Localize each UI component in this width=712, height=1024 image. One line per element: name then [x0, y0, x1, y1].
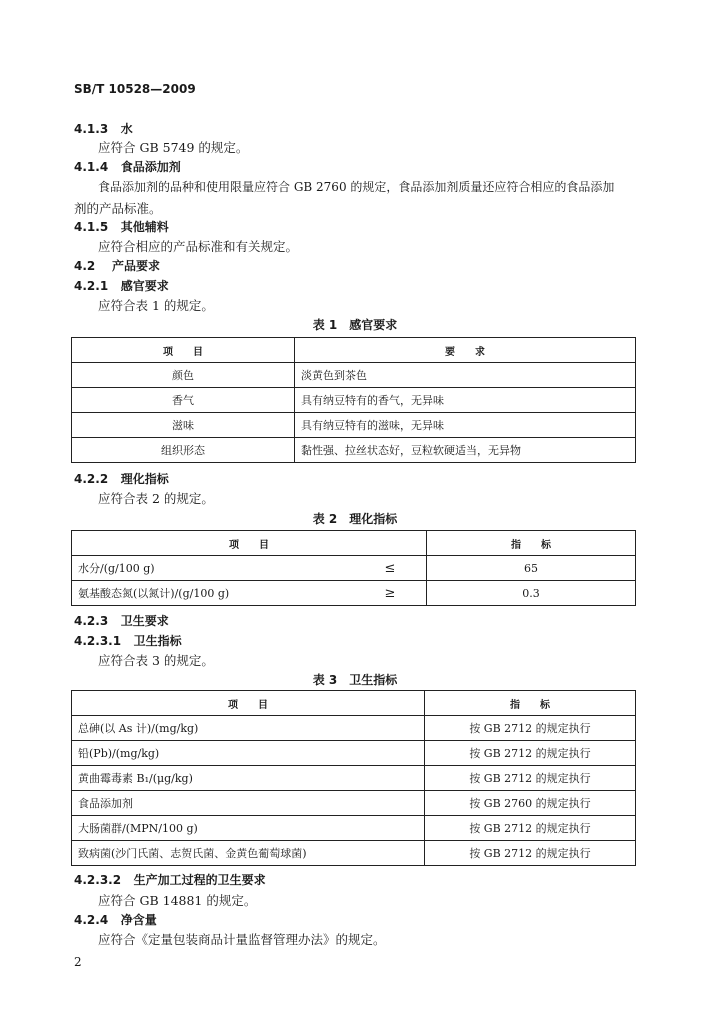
table-cell: 颜色 [72, 363, 295, 388]
table-header-row [72, 531, 636, 556]
table-cell: 总砷(以 As 计)/(mg/kg) [72, 716, 425, 741]
section-number: 4.1.3 [74, 122, 109, 136]
table1-sensory-requirements [71, 337, 636, 463]
section-number: 4.2.3.2 [74, 873, 122, 887]
standard-number: SB/T 10528—2009 [74, 82, 196, 96]
section-4-1-4-body-line1: 食品添加剂的品种和使用限量应符合 GB 2760 的规定，食品添加剂质量还应符合相应的食品添加 [98, 180, 615, 194]
table-row [72, 816, 636, 841]
section-title: 产品要求 [111, 259, 160, 273]
table-row [72, 841, 636, 866]
table-cell: 水分/(g/100 g) [72, 556, 355, 581]
section-title: 卫生要求 [120, 614, 169, 628]
table-cell: 淡黄色到茶色 [295, 363, 636, 388]
section-title: 其他辅料 [120, 220, 169, 234]
section-number: 4.1.5 [74, 220, 109, 234]
section-4-2-3-2-body: 应符合 GB 14881 的规定。 [98, 893, 257, 908]
table-cell: 0.3 [427, 581, 636, 606]
table-row [72, 438, 636, 463]
section-number: 4.2.4 [74, 913, 109, 927]
section-title: 食品添加剂 [120, 160, 181, 174]
section-4-2-1-body: 应符合表 1 的规定。 [98, 298, 214, 313]
table-cell: 按 GB 2712 的规定执行 [425, 741, 636, 766]
section-4-1-4-body-line2: 剂的产品标准。 [74, 201, 162, 216]
section-4-1-5-body: 应符合相应的产品标准和有关规定。 [98, 239, 299, 254]
table-cell: 黄曲霉毒素 B₁/(μg/kg) [72, 766, 425, 791]
section-4-2-2-body: 应符合表 2 的规定。 [98, 491, 214, 506]
table-row [72, 581, 636, 606]
section-title: 卫生指标 [133, 634, 182, 648]
section-number: 4.2.2 [74, 472, 109, 486]
table-cell: 黏性强、拉丝状态好，豆粒软硬适当，无异物 [295, 438, 636, 463]
section-4-2-heading [74, 257, 160, 274]
section-4-1-5-heading [74, 218, 169, 235]
column-header-item: 项 目 [72, 338, 295, 363]
table-cell: 按 GB 2712 的规定执行 [425, 841, 636, 866]
table-cell: 食品添加剂 [72, 791, 425, 816]
section-4-2-4-body: 应符合《定量包装商品计量监督管理办法》的规定。 [98, 932, 386, 947]
section-4-2-3-1-body: 应符合表 3 的规定。 [98, 653, 214, 668]
column-header-index: 指 标 [427, 531, 636, 556]
column-header-item: 项 目 [72, 531, 427, 556]
section-number: 4.1.4 [74, 160, 109, 174]
table-row [72, 766, 636, 791]
table-cell-comparator: ≥ [354, 581, 427, 606]
table-row [72, 791, 636, 816]
section-title: 水 [120, 122, 133, 136]
column-header-requirement: 要 求 [295, 338, 636, 363]
section-title: 理化指标 [120, 472, 169, 486]
table-cell: 滋味 [72, 413, 295, 438]
section-number: 4.2.1 [74, 279, 109, 293]
section-title: 净含量 [120, 913, 157, 927]
table-cell: 氨基酸态氮(以氮计)/(g/100 g) [72, 581, 355, 606]
section-4-2-3-heading [74, 612, 169, 629]
table3-caption: 表 3 卫生指标 [312, 673, 398, 687]
table2-caption: 表 2 理化指标 [312, 512, 398, 526]
section-4-2-4-heading [74, 911, 157, 928]
section-4-2-3-2-heading [74, 871, 266, 888]
table-cell: 按 GB 2760 的规定执行 [425, 791, 636, 816]
section-4-1-3-heading [74, 120, 133, 137]
section-number: 4.2.3 [74, 614, 109, 628]
table-cell-comparator: ≤ [354, 556, 427, 581]
table-header-row [72, 338, 636, 363]
table-header-row [72, 691, 636, 716]
section-number: 4.2.3.1 [74, 634, 122, 648]
table-row [72, 556, 636, 581]
table3-hygiene-indices [71, 690, 636, 866]
table-cell: 按 GB 2712 的规定执行 [425, 766, 636, 791]
section-4-1-4-heading [74, 158, 181, 175]
table-row [72, 741, 636, 766]
section-4-1-3-body: 应符合 GB 5749 的规定。 [98, 140, 249, 155]
section-title: 感官要求 [120, 279, 169, 293]
column-header-item: 项 目 [72, 691, 425, 716]
table-row [72, 388, 636, 413]
table-cell: 65 [427, 556, 636, 581]
section-number: 4.2 [74, 259, 96, 273]
page-number: 2 [74, 955, 82, 969]
section-4-2-3-1-heading [74, 632, 182, 649]
section-4-2-2-heading [74, 470, 169, 487]
table-row [72, 363, 636, 388]
table1-caption: 表 1 感官要求 [312, 318, 398, 332]
table-cell: 组织形态 [72, 438, 295, 463]
table-cell: 按 GB 2712 的规定执行 [425, 816, 636, 841]
table-cell: 具有纳豆特有的滋味，无异味 [295, 413, 636, 438]
table-cell: 具有纳豆特有的香气，无异味 [295, 388, 636, 413]
table-cell: 按 GB 2712 的规定执行 [425, 716, 636, 741]
section-title: 生产加工过程的卫生要求 [133, 873, 266, 887]
table-cell: 香气 [72, 388, 295, 413]
table-cell: 铅(Pb)/(mg/kg) [72, 741, 425, 766]
table-row [72, 413, 636, 438]
table-row [72, 716, 636, 741]
section-4-2-1-heading [74, 277, 169, 294]
table-cell: 大肠菌群/(MPN/100 g) [72, 816, 425, 841]
table-cell: 致病菌(沙门氏菌、志贺氏菌、金黄色葡萄球菌) [72, 841, 425, 866]
column-header-index: 指 标 [425, 691, 636, 716]
table2-physicochemical-indices [71, 530, 636, 606]
